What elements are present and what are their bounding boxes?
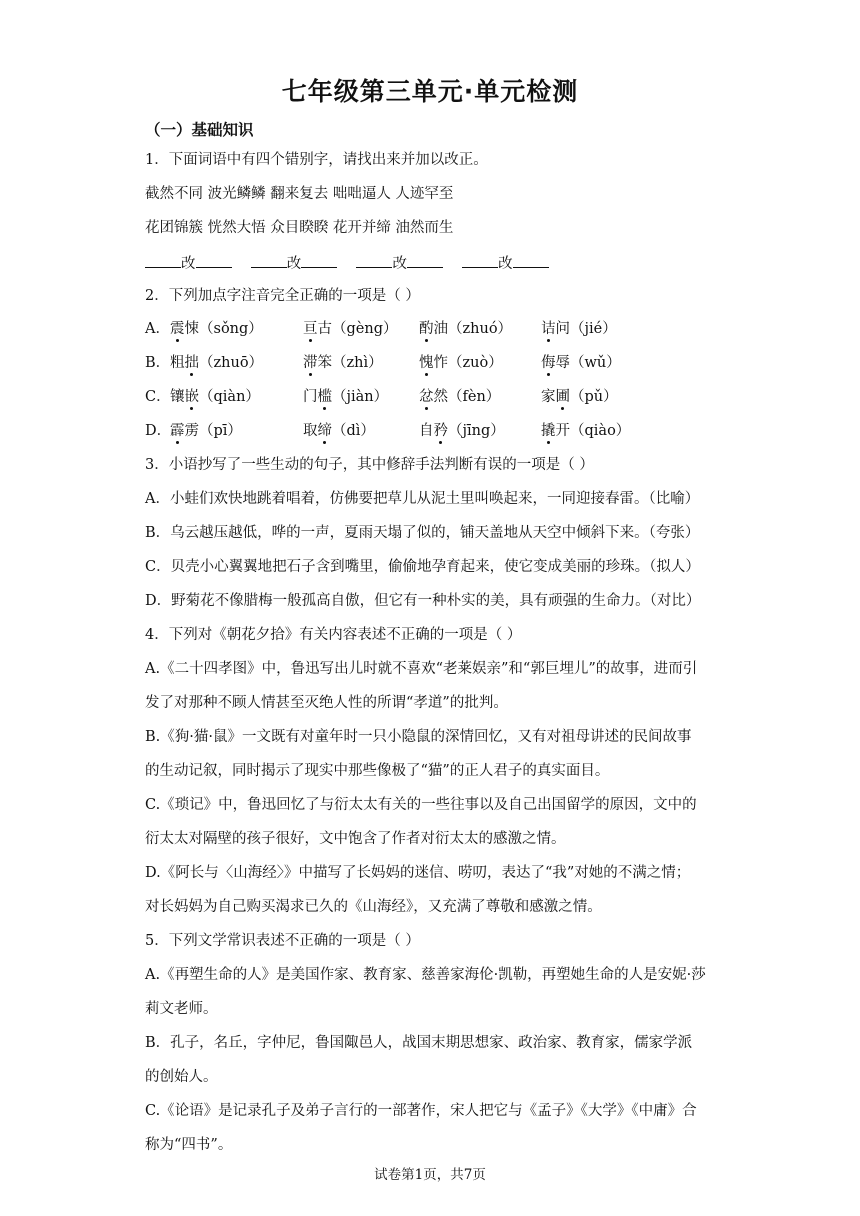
word-pinyin: 辱（wǔ）: [555, 355, 621, 371]
word-pinyin: 开（qiào）: [555, 423, 631, 439]
word-pinyin: 怍（zuò）: [433, 355, 503, 371]
q3-option-d: D．野菊花不像腊梅一般孤高自傲，但它有一种朴实的美，具有顽强的生命力。（对比）: [145, 593, 701, 609]
q2-stem: 2．下列加点字注音完全正确的一项是（ ）: [145, 288, 420, 304]
dotted-char: 诘: [541, 321, 556, 337]
dotted-char: 震: [170, 321, 185, 337]
dotted-char: 愧: [419, 355, 434, 371]
q1-answer-blanks[interactable]: [145, 255, 549, 272]
option-label: A．: [145, 321, 170, 337]
pinyin-item: [419, 356, 503, 371]
section-heading: （一）基础知识: [145, 121, 254, 139]
pinyin-item: [541, 322, 617, 337]
q3-option-a: A．小蛙们欢快地跳着唱着，仿佛要把草儿从泥土里叫唤起来，一同迎接春雷。（比喻）: [145, 491, 700, 507]
dotted-char: 撬: [541, 423, 556, 439]
pinyin-item: [303, 356, 383, 371]
pinyin-item: [303, 322, 397, 337]
q4-option-d-line2: 对长妈妈为自己购买渴求已久的《山海经》，又充满了尊敬和感激之情。: [145, 899, 602, 915]
blank-label: 改: [498, 256, 513, 272]
pinyin-item: [170, 390, 260, 405]
pinyin-item: [170, 356, 263, 371]
dotted-char: 圃: [555, 389, 570, 405]
word-pinyin: 问（jié）: [555, 321, 617, 337]
q4-option-b-line1: B.《狗·猫·鼠》一文既有对童年时一只小隐鼠的深情回忆，又有对祖母讲述的民间故事: [145, 729, 692, 745]
word-pinyin: 古（gèng）: [317, 321, 398, 337]
word-pinyin: （dì）: [332, 423, 375, 439]
pinyin-item: [541, 390, 618, 405]
word-text: 门: [303, 389, 318, 405]
word-pinyin: 油（zhuó）: [433, 321, 513, 337]
word-text: 粗: [170, 355, 185, 371]
word-pinyin: 悚（sǒng）: [184, 321, 263, 337]
dotted-char: 忿: [419, 389, 434, 405]
q5-option-a-line2: 莉文老师。: [145, 1001, 218, 1017]
q4-option-a-line1: A.《二十四孝图》中，鲁迅写出儿时就不喜欢“老莱娱亲”和“郭巨埋儿”的故事，进而引: [145, 661, 698, 677]
q5-option-c-line1: C.《论语》是记录孔子及弟子言行的一部著作，宋人把它与《孟子》《大学》《中庸》合: [145, 1103, 697, 1119]
pinyin-item: [303, 424, 375, 439]
dotted-char: 滞: [303, 355, 318, 371]
q5-stem: 5．下列文学常识表述不正确的一项是（ ）: [145, 933, 420, 949]
q5-option-c-line2: 称为“四书”。: [145, 1137, 233, 1153]
q4-option-b-line2: 的生动记叙，同时揭示了现实中那些像极了“猫”的正人君子的真实面目。: [145, 763, 610, 779]
blank-label: 改: [286, 256, 302, 272]
pinyin-item: [419, 390, 500, 405]
q4-option-d-line1: D.《阿长与〈山海经〉》中描写了长妈妈的迷信、唠叨，表达了“我”对她的不满之情；: [145, 865, 691, 881]
page-title: 七年级第三单元·单元检测: [281, 77, 579, 106]
option-label: D．: [145, 423, 172, 439]
word-pinyin: 然（fèn）: [433, 389, 501, 405]
dotted-char: 槛: [317, 389, 332, 405]
dotted-char: 侮: [541, 355, 556, 371]
q3-stem: 3．小语抄写了一些生动的句子，其中修辞手法判断有误的一项是（ ）: [145, 457, 594, 473]
blank-label: 改: [392, 256, 407, 272]
option-label: B．: [145, 355, 171, 371]
q1-words-line1: 截然不同 波光鳞鳞 翻来复去 咄咄逼人 人迹罕至: [145, 186, 454, 202]
dotted-char: 缔: [317, 423, 332, 439]
q5-option-b-line1: B．孔子，名丘，字仲尼，鲁国陬邑人，战国末期思想家、政治家、教育家，儒家学派: [145, 1035, 693, 1051]
q3-option-b: B．乌云越压越低，哗的一声，夏雨天塌了似的，铺天盖地从天空中倾斜下来。（夸张）: [145, 525, 700, 541]
dotted-char: 拙: [184, 355, 199, 371]
page-footer: 试卷第1页，共7页: [374, 1167, 486, 1183]
word-text: 自: [419, 423, 434, 439]
pinyin-item: [170, 424, 242, 439]
q4-option-a-line2: 发了对那种不顾人情甚至灭绝人性的所谓“孝道”的批判。: [145, 695, 508, 711]
q1-words-line2: 花团锦簇 恍然大悟 众目睽睽 花开并缔 油然而生: [145, 220, 454, 236]
word-pinyin: （qiàn）: [199, 389, 260, 405]
word-text: 取: [303, 423, 318, 439]
word-pinyin: （zhuō）: [199, 355, 264, 371]
word-pinyin: 笨（zhì）: [317, 355, 383, 371]
blank-label: 改: [181, 256, 196, 272]
word-text: 镶: [170, 389, 185, 405]
dotted-char: 亘: [303, 321, 318, 337]
q4-option-c-line2: 衍太太对隔壁的孩子很好，文中饱含了作者对衍太太的感激之情。: [145, 831, 566, 847]
option-label: C．: [145, 389, 171, 405]
pinyin-item: [541, 356, 621, 371]
dotted-char: 霹: [170, 423, 185, 439]
q4-stem: 4．下列对《朝花夕拾》有关内容表述不正确的一项是（ ）: [145, 627, 522, 643]
pinyin-item: [419, 322, 512, 337]
q5-option-a-line1: A.《再塑生命的人》是美国作家、教育家、慈善家海伦·凯勒，再塑她生命的人是安妮·莎: [145, 967, 706, 983]
q4-option-c-line1: C.《琐记》中，鲁迅回忆了与衍太太有关的一些往事以及自己出国留学的原因，文中的: [145, 797, 697, 813]
dotted-char: 酌: [419, 321, 434, 337]
pinyin-item: [541, 424, 630, 439]
q5-option-b-line2: 的创始人。: [145, 1069, 218, 1085]
q3-option-c: C．贝壳小心翼翼地把石子含到嘴里，偷偷地孕育起来，使它变成美丽的珍珠。（拟人）: [145, 559, 700, 575]
word-pinyin: （jīng）: [448, 423, 505, 439]
word-text: 家: [541, 389, 556, 405]
word-pinyin: （jiàn）: [332, 389, 389, 405]
word-pinyin: 雳（pī）: [184, 423, 242, 439]
pinyin-item: [303, 390, 388, 405]
dotted-char: 嵌: [184, 389, 199, 405]
pinyin-item: [170, 322, 263, 337]
word-pinyin: （pǔ）: [570, 389, 618, 405]
pinyin-item: [419, 424, 505, 439]
dotted-char: 矜: [433, 423, 448, 439]
q1-stem: 1．下面词语中有四个错别字，请找出来并加以改正。: [145, 152, 488, 168]
